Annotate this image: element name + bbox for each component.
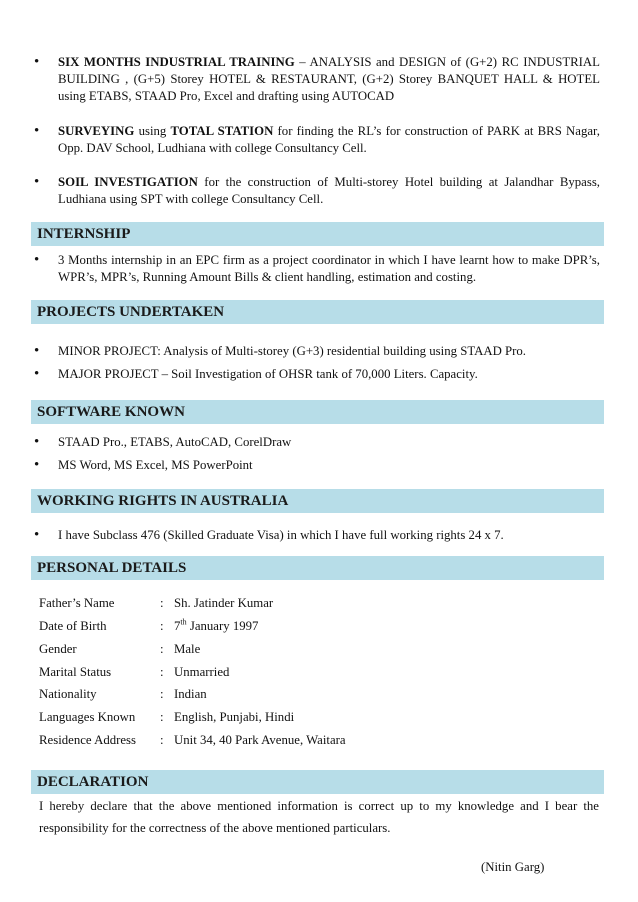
- section-heading-software: SOFTWARE KNOWN: [31, 400, 604, 424]
- declaration-text: I hereby declare that the above mentioned information is correct up to my knowledge and I bear the responsibility for the correctness of the above mentioned particulars.: [39, 799, 599, 835]
- list-item: • MS Word, MS Excel, MS PowerPoint: [58, 457, 253, 474]
- item-lead: SIX MONTHS INDUSTRIAL TRAINING: [58, 55, 295, 69]
- item-lead: TOTAL STATION: [170, 124, 274, 138]
- list-item: [58, 123, 600, 157]
- item-lead: SOIL INVESTIGATION: [58, 175, 198, 189]
- section-heading-internship: INTERNSHIP: [31, 222, 604, 246]
- list-item: • MAJOR PROJECT – Soil Investigation of OHSR tank of 70,000 Liters. Capacity.: [58, 366, 478, 383]
- section-heading-declaration: DECLARATION: [31, 770, 604, 794]
- list-item: • MINOR PROJECT: Analysis of Multi-storey (G+3) residential building using STAAD Pro.: [58, 343, 526, 360]
- signature-name: (Nitin Garg): [481, 860, 545, 874]
- item-text: – ANALYSIS and DESIGN of (G+2) RC INDUSTRIAL BUILDING , (G+5) Storey HOTEL & RESTAURANT, (G+2) Storey BANQUET HALL & HOTEL using ETABS, STAAD Pro, Excel and drafting using AUTOCAD: [58, 55, 600, 103]
- list-item: [58, 174, 600, 208]
- item-text: for the construction of Multi-storey Hotel building at Jalandhar Bypass, Ludhiana using SPT with college Consultancy Cell.: [58, 175, 600, 206]
- item-text: using: [134, 124, 171, 138]
- list-item: • 3 Months internship in an EPC firm as a project coordinator in which I have learnt how to make DPR’s, WPR’s, MPR’s, Running Amount Bills & client handling, estimation and costing.: [58, 252, 600, 286]
- section-heading-personal: PERSONAL DETAILS: [31, 556, 604, 580]
- list-item: • STAAD Pro., ETABS, AutoCAD, CorelDraw: [58, 434, 291, 451]
- section-heading-projects: PROJECTS UNDERTAKEN: [31, 300, 604, 324]
- section-heading-working-rights: WORKING RIGHTS IN AUSTRALIA: [31, 489, 604, 513]
- list-item: [58, 54, 600, 105]
- list-item: • I have Subclass 476 (Skilled Graduate Visa) in which I have full working rights 24 x 7.: [58, 527, 504, 544]
- resume-page: • SIX MONTHS INDUSTRIAL TRAINING – ANALYSIS and DESIGN of (G+2) RC INDUSTRIAL BUILDING , (G+5) Storey HOTEL & RESTAURANT, (G+2) Storey BANQUET HALL & HOTEL using ETABS, STAAD Pro, Excel and drafting using AUTOCAD • SURVEYING using TOTAL STATION for finding the RL’s for construction of PARK at BRS Nagar, Opp. DAV School, Ludhiana with college Consultancy Cell. • SOIL INVESTIGATION for the construction of Multi-storey Hotel building at Jalandhar Bypass, Ludhiana using SPT with college Consultancy Cell. INTERNSHIP • 3 Months internship in an EPC firm as a project coordinator in which I have learnt how to make DPR’s, WPR’s, MPR’s, Running Amount Bills & client handling, estimation and costing. PROJECTS UNDERTAKEN • MINOR PROJECT: Analysis of Multi-storey (G+3) residential building using STAAD Pro. • MAJOR PROJECT – Soil Investigation of OHSR tank of 70,000 Liters. Capacity. SOFTWARE KNOWN • STAAD Pro., ETABS, AutoCAD, CorelDraw • MS Word, MS Excel, MS PowerPoint WORKING RIGHTS IN AUSTRALIA • I have Subclass 476 (Skilled Graduate Visa) in which I have full working rights 24 x 7. PERSONAL DETAILS Father’s Name : Sh. Jatinder Kumar Date of Birth : 7th January 1997 Gender : Male Marital Status : Unmarried Nationality : Indian Languages Known : English, Punjabi, Hindi Residence Address : Unit 34, 40 Park Avenue, Waitara DECLARATION I hereby declare that the above mentioned information is correct up to my knowledge and I bear the responsibility for the correctness of the above mentioned particulars. (Nitin Garg): [0, 0, 638, 902]
- item-lead: SURVEYING: [58, 124, 135, 138]
- item-text: for finding the RL’s for construction of PARK at BRS Nagar, Opp. DAV School, Ludhiana with college Consultancy Cell.: [58, 124, 600, 155]
